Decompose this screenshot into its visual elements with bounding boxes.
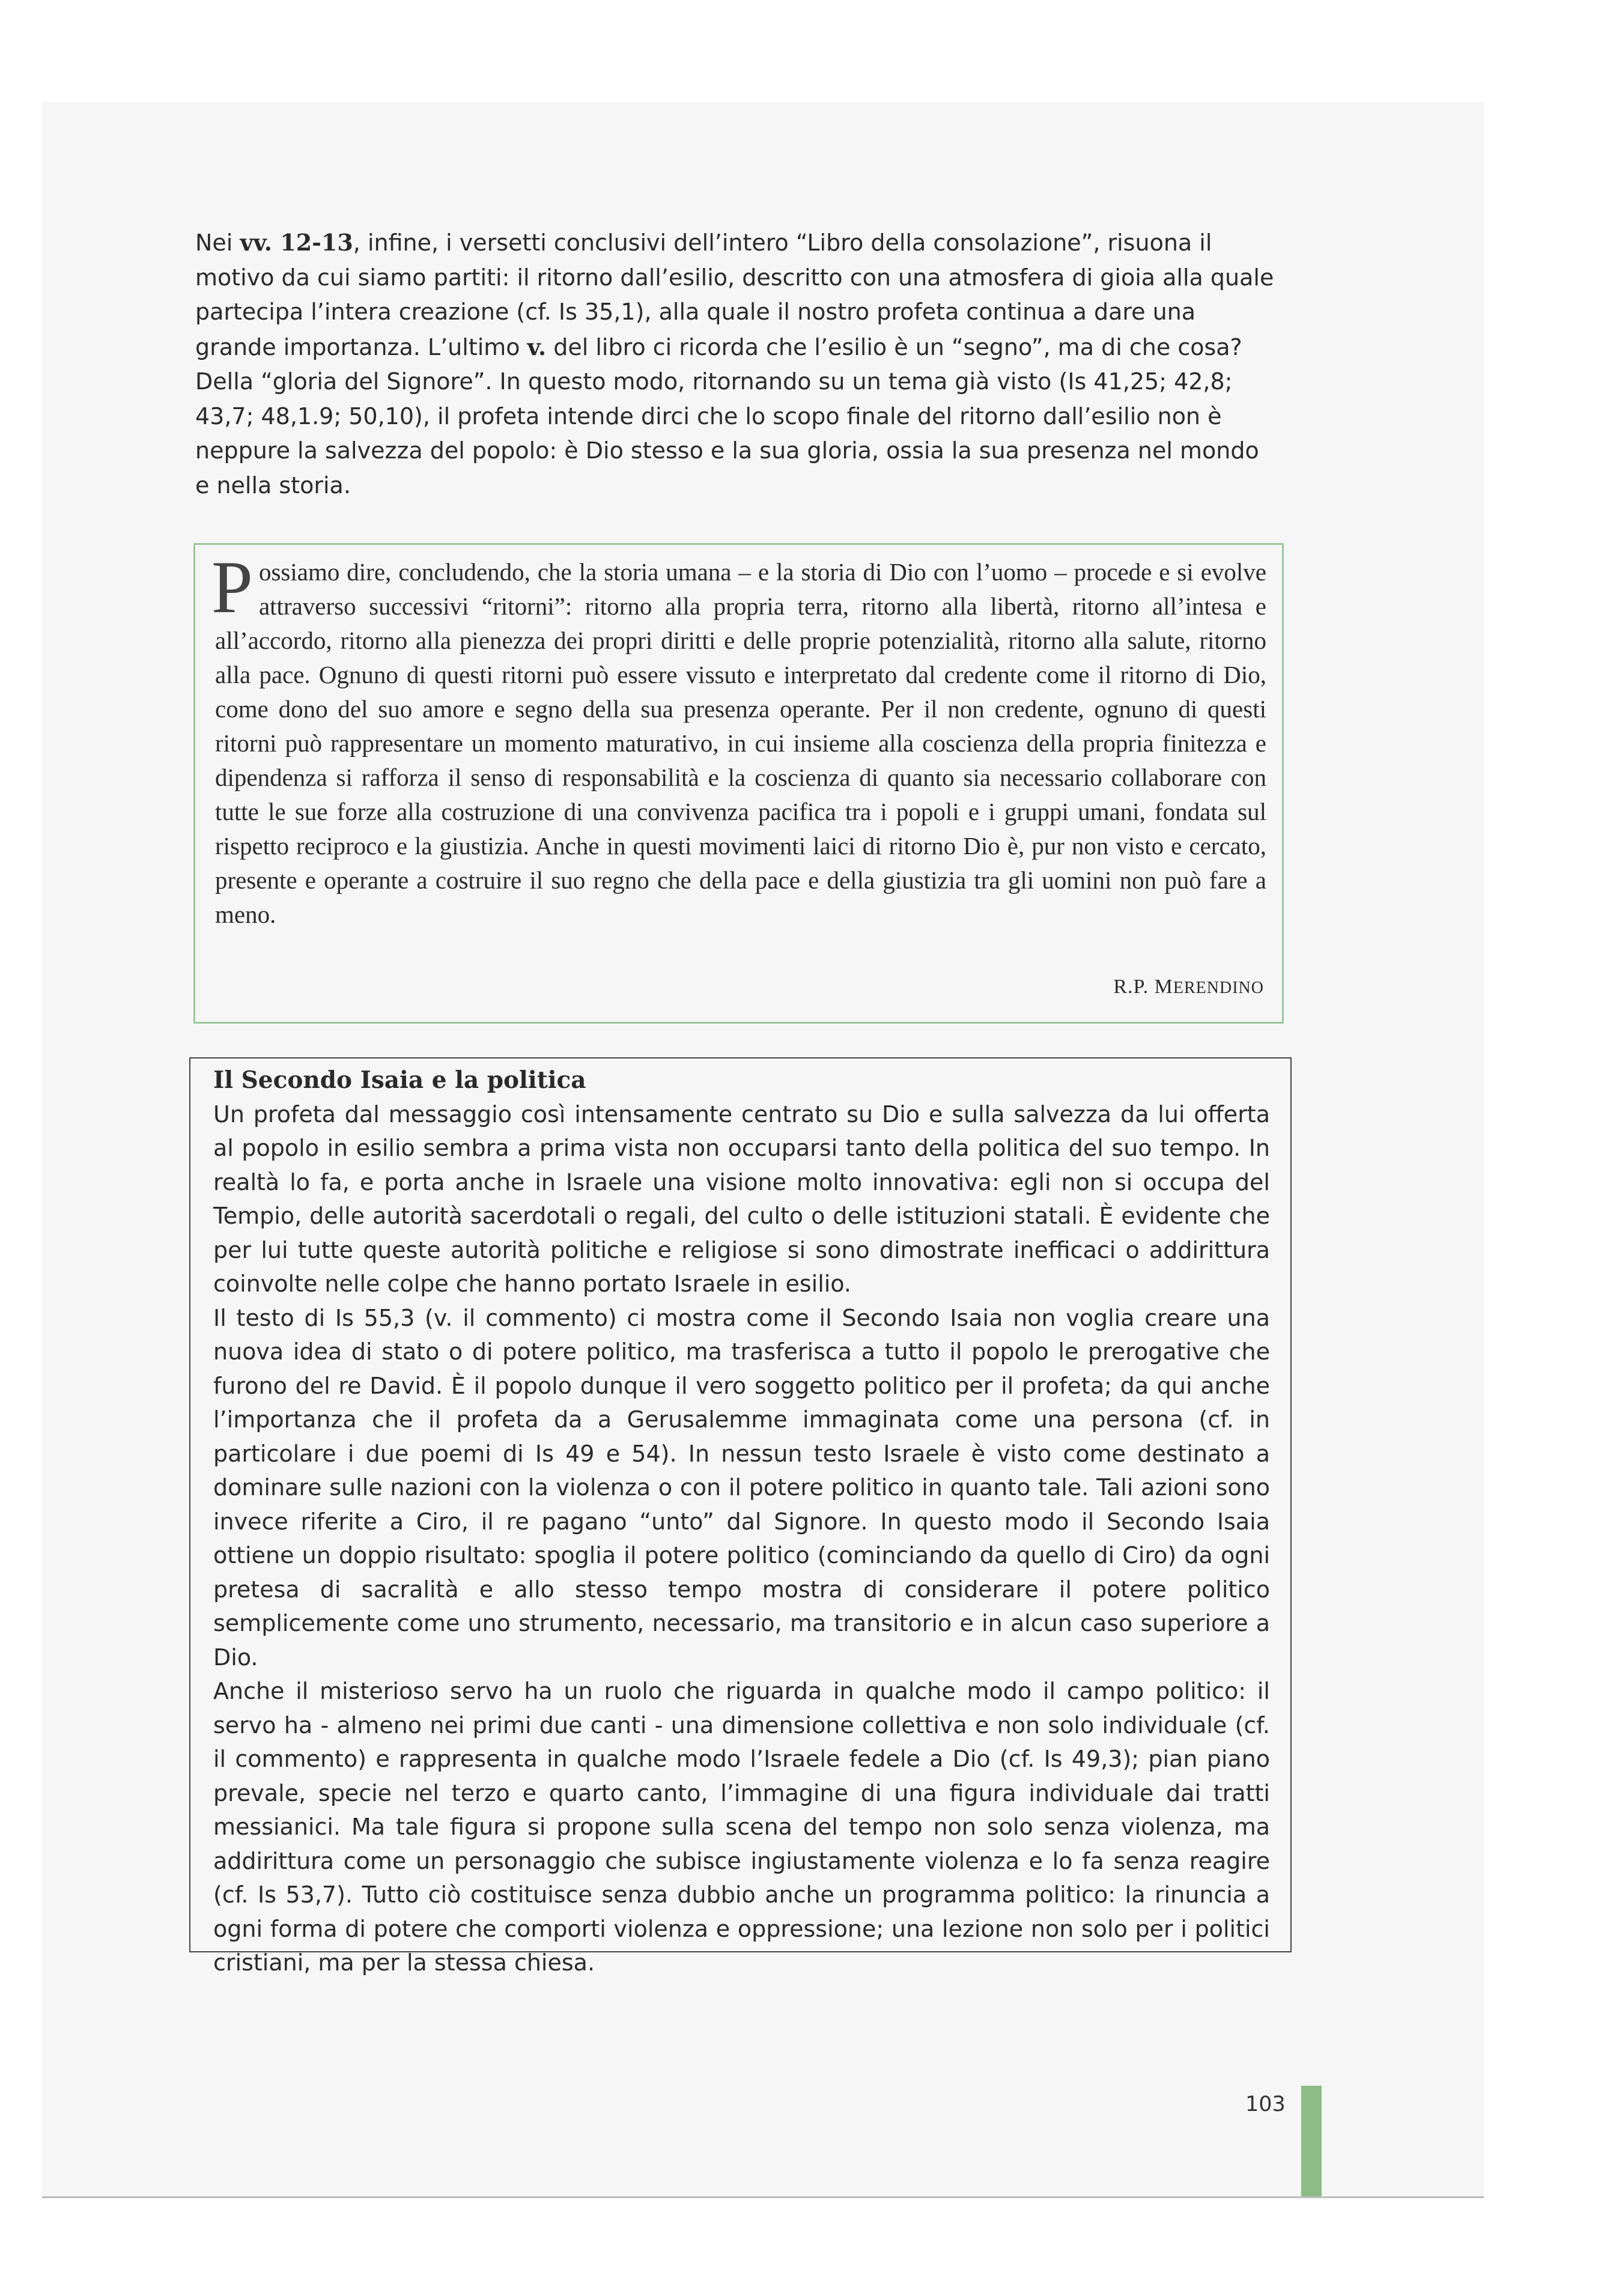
inset-paragraph-2: Il testo di Is 55,3 (v. il commento) ci mostra come il Secondo Isaia non voglia creare una nuova idea di stato o di potere politico, ma trasferisca a tutto il popolo le prerogative che furono del re David. È il popolo dunque il vero soggetto politico per il profeta; da qui anche l’importanza che il profeta da a Gerusalemme immaginata come una persona (cf. in particolare i due poemi di Is 49 e 54). In nessun testo Israele è visto come destinato a dominare sulle nazioni con la violenza o con il potere politico in quanto tale. Tali azioni sono invece riferite a Ciro, il re pagano “unto” dal Signore. In questo modo il Secondo Isaia ottiene un doppio risultato: spoglia il potere politico (cominciando da quello di Ciro) da ogni pretesa di sacralità e allo stesso tempo mostra di considerare il potere politico semplicemente come uno strumento, necessario, ma transitorio e in alcun caso superiore a Dio. [213,1304,1270,1671]
page-edge-tab [1301,2086,1322,2196]
intro-paragraph [195,225,1280,503]
page-number: 103 [1245,2092,1286,2116]
verses-label: vv. 12-13 [240,229,353,256]
drop-cap: P [211,546,253,628]
verse-label: v. [527,333,547,360]
inset-body [213,1098,1270,1980]
politics-inset-box [189,1057,1292,1976]
quote-author [1113,970,1264,1005]
intro-text-2: del libro ci ricorda che l’esilio è un “segno”, ma di che cosa? Della “gloria del Signore”. In questo modo, ritornando su un tema già visto (Is 41,25; 42,8; 43,7; 48,1.9; 50,10), il profeta intende dirci che lo scopo finale del ritorno dall’esilio non è neppure la salvezza del popolo: è Dio stesso e la sua gloria, ossia la sua presenza nel mondo e nella storia. [195,333,1259,499]
author-initials: R.P. M [1113,976,1173,998]
quote-text: ossiamo dire, concludendo, che la storia umana – e la storia di Dio con l’uomo – procede e si evolve attraverso successivi “ritorni”: ritorno alla propria terra, ritorno alla libertà, ritorno all’intesa e all’accordo, ritorno alla pienezza dei propri diritti e delle proprie potenzialità, ritorno alla salute, ritorno alla pace. Ognuno di questi ritorni può essere vissuto e interpretato dal credente come il ritorno di Dio, come dono del suo amore e segno della sua presenza operante. Per il non credente, ognuno di questi ritorni può rappresentare un momento maturativo, in cui insieme alla coscienza della propria finitezza e dipendenza si rafforza il senso di responsabilità e la coscienza di quanto sia necessario collaborare con tutte le sue forze alla costruzione di una convivenza pacifica tra i popoli e i gruppi umani, fondata sul rispetto reciproco e la giustizia. Anche in questi movimenti laici di ritorno Dio è, pur non visto e cercato, presente e operante a costruire il suo regno che della pace e della giustizia tra gli uomini non può fare a meno. [215,558,1266,928]
page-bottom-rule [42,2196,1484,2198]
intro-lead: Nei [195,229,240,256]
author-surname-rest: ERENDINO [1173,979,1264,997]
conclusion-quote-box [193,543,1284,1024]
inset-paragraph-1: Un profeta dal messaggio così intensamente centrato su Dio e sulla salvezza da lui offerta al popolo in esilio sembra a prima vista non occuparsi tanto della politica del suo tempo. In realtà lo fa, e porta anche in Israele una visione molto innovativa: egli non si occupa del Tempio, delle autorità sacerdotali o regali, del culto o delle istituzioni statali. È evidente che per lui tutte queste autorità politiche e religiose si sono dimostrate inefficaci o addirittura coinvolte nelle colpe che hanno portato Israele in esilio. [213,1101,1270,1297]
inset-paragraph-3: Anche il misterioso servo ha un ruolo che riguarda in qualche modo il campo politico: il servo ha - almeno nei primi due canti - una dimensione collettiva e non solo individuale (cf. il commento) e rappresenta in qualche modo l’Israele fedele a Dio (cf. Is 49,3); pian piano prevale, specie nel terzo e quarto canto, l’immagine di una figura individuale dai tratti messianici. Ma tale figura si propone sulla scena del tempo non solo senza violenza, ma addirittura come un personaggio che subisce ingiustamente violenza e lo fa senza reagire (cf. Is 53,7). Tutto ciò costituisce senza dubbio anche un programma politico: la rinuncia a ogni forma di potere che comporti violenza e oppressione; una lezione non solo per i politici cristiani, ma per la stessa chiesa. [213,1678,1270,1976]
intro-text-1: , infine, i versetti conclusivi dell’intero “Libro della consolazione”, risuona il motivo da cui siamo partiti: il ritorno dall’esilio, descritto con una atmosfera di gioia alla quale partecipa l’intera creazione (cf. Is 35,1), alla quale il nostro profeta continua a dare una grande importanza. L’ultimo [195,229,1274,360]
inset-title: Il Secondo Isaia e la politica [213,1066,586,1094]
